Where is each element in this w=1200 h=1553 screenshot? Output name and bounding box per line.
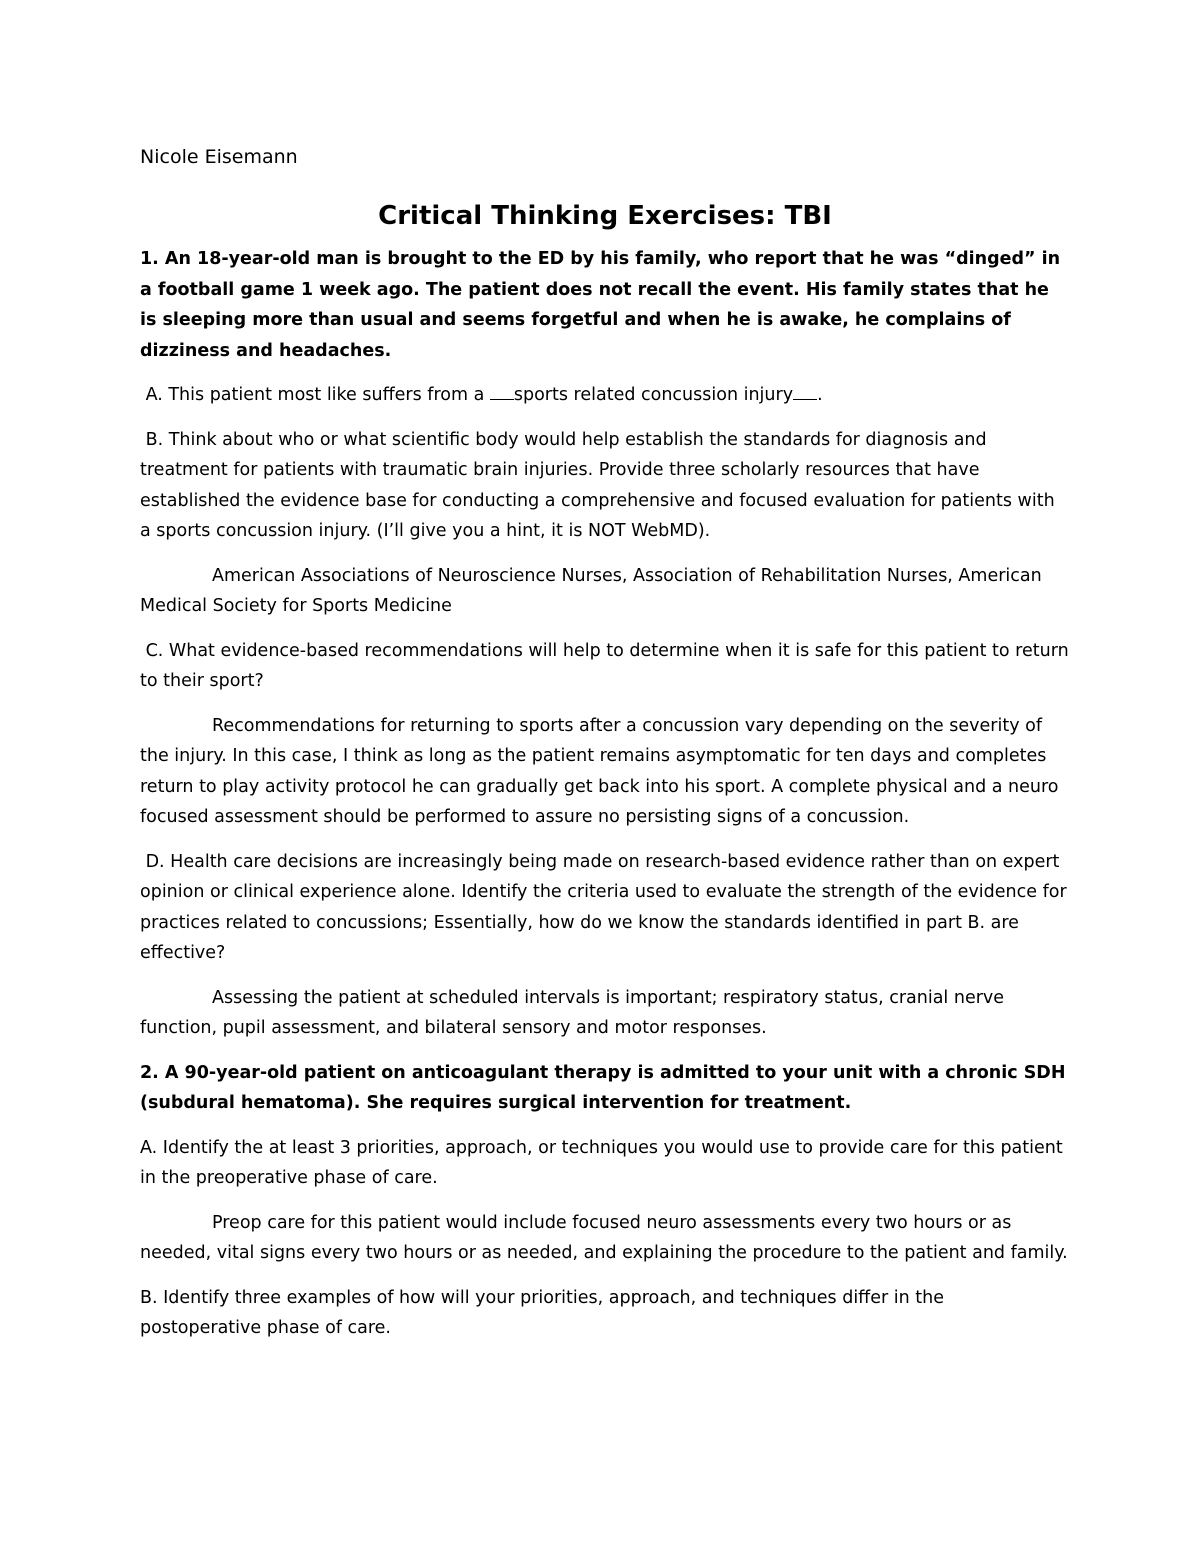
question-2-prompt: 2. A 90-year-old patient on anticoagulant therapy is admitted to your unit with a chronic SDH (subdural hematoma). She requires surgical intervention for treatment. — [140, 1062, 1066, 1113]
question-1d-text: D. Health care decisions are increasingly being made on research-based evidence rather than on expert opinion or clinical experience alone. Identify the criteria used to evaluate the strength of the evidence for practices related to concussions; Essentially, how do we know the standards identified in part B. are effective? — [140, 851, 1067, 963]
question-1a — [140, 380, 1070, 411]
question-1a-prefix: A. This patient most like suffers from a — [145, 385, 490, 405]
author-name: Nicole Eisemann — [140, 146, 298, 168]
question-2b: B. Identify three examples of how will your priorities, approach, and techniques differ in the postoperative phase of care. — [140, 1287, 944, 1338]
question-1d — [140, 847, 1070, 969]
question-1b-text: B. Think about who or what scientific body would help establish the standards for diagnosis and treatment for patients with traumatic brain injuries. Provide three scholarly resources that have established the evidence base for conducting a comprehensive and focused evaluation for patients with a sports concussion injury. (I’ll give you a hint, it is NOT WebMD). — [140, 429, 1055, 541]
question-1-prompt: 1. An 18-year-old man is brought to the ED by his family, who report that he was “dinged” in a football game 1 week ago. The patient does not recall the event. His family states that he is sleeping more than usual and seems forgetful and when he is awake, he complains of dizziness and headaches. — [140, 249, 1061, 361]
answer-1b: American Associations of Neuroscience Nurses, Association of Rehabilitation Nurses, American Medical Society for Sports Medicine — [140, 565, 1042, 616]
document-body — [140, 142, 1070, 1358]
answer-1c: Recommendations for returning to sports after a concussion vary depending on the severity of the injury. In this case, I think as long as the patient remains asymptomatic for ten days and completes return to play activity protocol he can gradually get back into his sport. A complete physical and a neuro focused assessment should be performed to assure no persisting signs of a concussion. — [140, 715, 1059, 827]
question-1a-suffix: . — [817, 385, 823, 405]
question-1a-answer: sports related concussion injury — [513, 385, 794, 405]
question-1c — [140, 636, 1070, 697]
answer-1d: Assessing the patient at scheduled intervals is important; respiratory status, cranial nerve function, pupil assessment, and bilateral sensory and motor responses. — [140, 987, 1005, 1038]
question-1c-text: C. What evidence-based recommendations will help to determine when it is safe for this patient to return to their sport? — [140, 640, 1069, 691]
answer-blank-left — [490, 398, 514, 400]
question-2a: A. Identify the at least 3 priorities, approach, or techniques you would use to provide care for this patient in the preoperative phase of care. — [140, 1137, 1063, 1188]
answer-blank-right — [793, 398, 817, 400]
answer-2a: Preop care for this patient would include focused neuro assessments every two hours or as needed, vital signs every two hours or as needed, and explaining the procedure to the patient and family. — [140, 1212, 1068, 1263]
document-title: Critical Thinking Exercises: TBI — [378, 201, 832, 231]
question-1b — [140, 425, 1070, 547]
